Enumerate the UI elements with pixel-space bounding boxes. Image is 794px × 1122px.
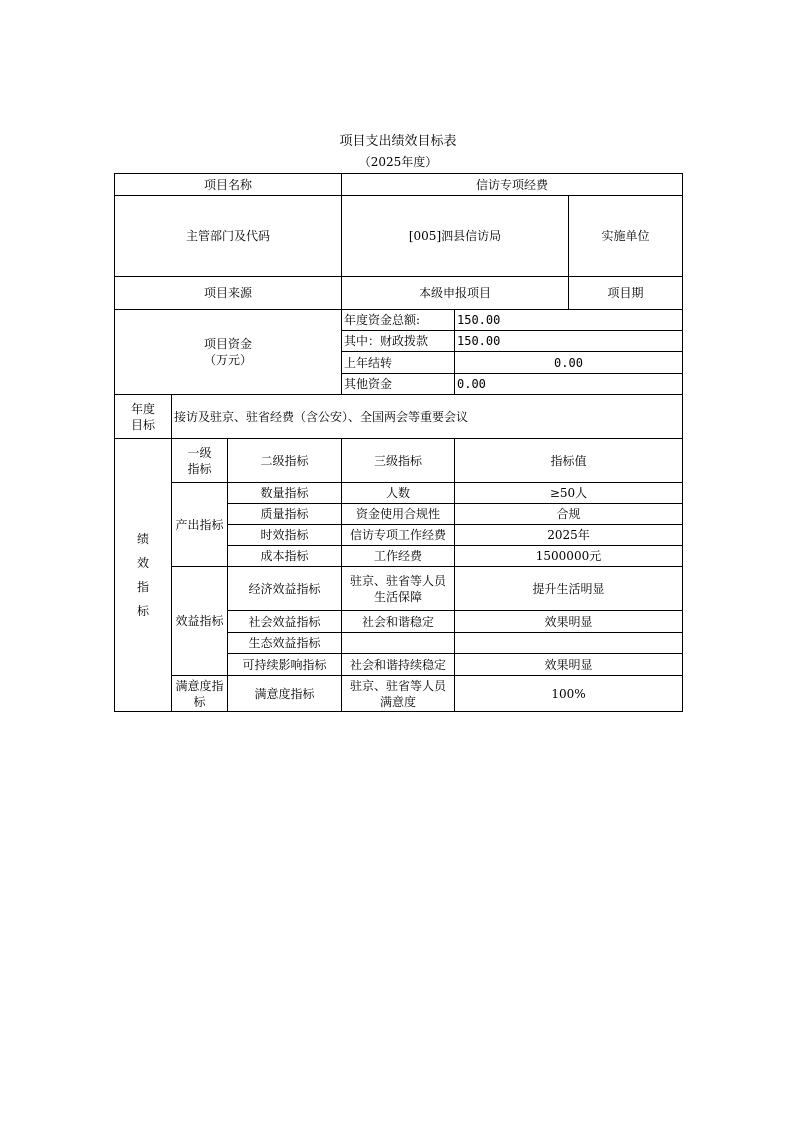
side-char: 效 bbox=[136, 556, 149, 570]
row-annual-goal bbox=[115, 395, 683, 439]
satisfaction-indicator-label bbox=[172, 676, 228, 712]
funds-total-label: 年度资金总额: bbox=[342, 310, 455, 331]
output-value: 1500000元 bbox=[455, 546, 683, 567]
benefit-level2: 经济效益指标 bbox=[228, 567, 342, 611]
funds-fiscal-value: 150.00 bbox=[455, 331, 683, 352]
table-row bbox=[115, 483, 683, 504]
table-row bbox=[115, 676, 683, 712]
output-level2: 时效指标 bbox=[228, 525, 342, 546]
output-level3: 工作经费 bbox=[342, 546, 455, 567]
header-level1-line2: 指标 bbox=[187, 461, 212, 476]
annual-goal-text: 接访及驻京、驻省经费（含公安）、全国两会等重要会议 bbox=[172, 395, 683, 439]
funds-other-value: 0.00 bbox=[455, 374, 683, 395]
row-indicator-header bbox=[115, 439, 683, 483]
page-subtitle: （2025年度） bbox=[358, 155, 438, 169]
benefit-level3 bbox=[342, 633, 455, 654]
header-level1-line1: 一级 bbox=[187, 445, 212, 460]
period-label: 项目期 bbox=[569, 277, 683, 310]
annual-goal-label-line1: 年度 bbox=[130, 401, 155, 416]
performance-target-table bbox=[114, 173, 683, 712]
benefit-level3: 社会和谐稳定 bbox=[342, 611, 455, 633]
output-value: 2025年 bbox=[455, 525, 683, 546]
funds-carryover-label: 上年结转 bbox=[342, 352, 455, 374]
benefit-level3-line1: 驻京、驻省等人员 bbox=[349, 573, 446, 588]
output-level3: 人数 bbox=[342, 483, 455, 504]
benefit-level3-line2: 生活保障 bbox=[373, 589, 422, 604]
header-level1 bbox=[172, 439, 228, 483]
output-level2: 数量指标 bbox=[228, 483, 342, 504]
header-level2: 二级指标 bbox=[228, 439, 342, 483]
output-level2: 成本指标 bbox=[228, 546, 342, 567]
satisfaction-value: 100% bbox=[455, 676, 683, 712]
row-source bbox=[115, 277, 683, 310]
satisfaction-label-line1: 满意度指 bbox=[175, 678, 224, 693]
source-value: 本级申报项目 bbox=[342, 277, 569, 310]
side-char: 绩 bbox=[136, 532, 149, 546]
side-char: 标 bbox=[136, 604, 149, 618]
header-level3: 三级指标 bbox=[342, 439, 455, 483]
output-level3: 资金使用合规性 bbox=[342, 504, 455, 525]
output-indicator-label: 产出指标 bbox=[172, 483, 228, 567]
benefit-level2: 社会效益指标 bbox=[228, 611, 342, 633]
funds-carryover-value: 0.00 bbox=[455, 352, 683, 374]
satisfaction-level3-line2: 满意度 bbox=[379, 694, 416, 709]
source-label: 项目来源 bbox=[115, 277, 342, 310]
benefit-level2: 可持续影响指标 bbox=[228, 654, 342, 676]
dept-label: 主管部门及代码 bbox=[115, 196, 342, 277]
output-value: ≥50人 bbox=[455, 483, 683, 504]
output-level2: 质量指标 bbox=[228, 504, 342, 525]
benefit-level2: 生态效益指标 bbox=[228, 633, 342, 654]
satisfaction-level3-line1: 驻京、驻省等人员 bbox=[349, 678, 446, 693]
benefit-value: 效果明显 bbox=[455, 654, 683, 676]
row-funds-total bbox=[115, 310, 683, 331]
row-department bbox=[115, 196, 683, 277]
side-char: 指 bbox=[136, 580, 149, 594]
impl-unit-label: 实施单位 bbox=[569, 196, 683, 277]
project-name-value: 信访专项经费 bbox=[342, 174, 683, 196]
annual-goal-label-line2: 目标 bbox=[130, 417, 155, 432]
dept-value: [005]泗县信访局 bbox=[342, 196, 569, 277]
funds-other-label: 其他资金 bbox=[342, 374, 455, 395]
funds-label-line2: （万元） bbox=[203, 353, 252, 367]
benefit-value: 效果明显 bbox=[455, 611, 683, 633]
funds-fiscal-label: 其中：财政拨款 bbox=[342, 331, 455, 352]
output-value: 合规 bbox=[455, 504, 683, 525]
table-row bbox=[115, 567, 683, 611]
page-title: 项目支出绩效目标表 bbox=[339, 134, 457, 149]
satisfaction-level2: 满意度指标 bbox=[228, 676, 342, 712]
funds-label bbox=[115, 310, 342, 395]
benefit-value: 提升生活明显 bbox=[455, 567, 683, 611]
satisfaction-level3 bbox=[342, 676, 455, 712]
benefit-level3: 社会和谐持续稳定 bbox=[342, 654, 455, 676]
satisfaction-label-line2: 标 bbox=[193, 694, 206, 709]
row-project-name bbox=[115, 174, 683, 196]
benefit-value bbox=[455, 633, 683, 654]
indicators-side-label bbox=[115, 439, 172, 712]
funds-total-value: 150.00 bbox=[455, 310, 683, 331]
funds-label-line1: 项目资金 bbox=[203, 337, 252, 351]
project-name-label: 项目名称 bbox=[115, 174, 342, 196]
output-level3: 信访专项工作经费 bbox=[342, 525, 455, 546]
header-value: 指标值 bbox=[455, 439, 683, 483]
annual-goal-label bbox=[115, 395, 172, 439]
benefit-level3 bbox=[342, 567, 455, 611]
benefit-indicator-label: 效益指标 bbox=[172, 567, 228, 676]
